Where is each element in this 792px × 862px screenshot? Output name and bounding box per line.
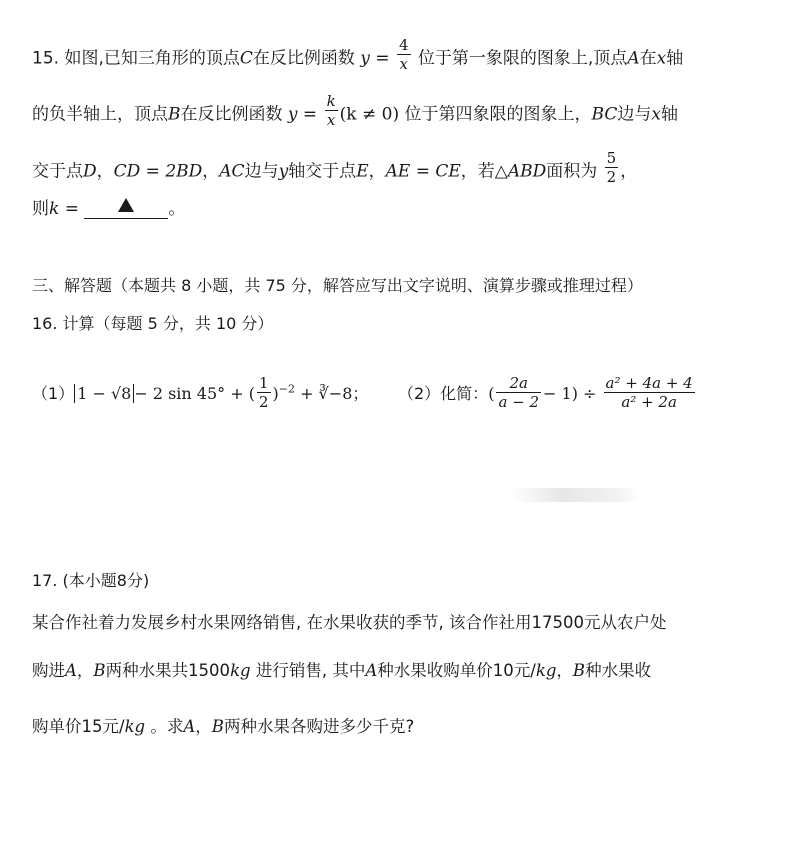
math-expression: − 2 sin 45° + ( [134,384,255,403]
q15-line-2 [32,92,678,133]
part-label: （2）化简： [398,384,489,403]
fraction-polynomial [604,374,695,411]
fruit-a: A [65,661,77,680]
q17-line-1: 某合作社着力发展乡村水果网络销售, 在水果收获的季节, 该合作社用17500元从农户处 [32,613,667,632]
fraction-denominator: 2 [258,393,269,411]
fraction-numerator: k [326,92,336,110]
q15-text: 边与 [244,161,279,182]
fruit-b: B [211,717,224,736]
q15-text: 在反比例函数 [180,104,283,125]
q17-text: 。求 [150,717,184,736]
point-d: D [83,161,97,182]
q17-line-2 [32,660,651,682]
q17-text: ， [76,661,94,680]
fraction-numerator: a² + 4a + 4 [605,374,693,392]
fraction-numerator: 1 [258,374,269,392]
fraction-denominator: x [399,55,408,73]
math-cd-eq: CD = 2BD [113,161,203,182]
q15-text: 如图,已知三角形的顶点 [64,48,240,69]
q17-text: 种水果收 [585,661,652,680]
math-x: x [651,104,661,125]
math-y-eq: y = [360,48,390,69]
point-b: B [168,104,181,125]
q15-line-3 [32,149,638,190]
fraction-denominator: a² + 2a [621,393,677,411]
q15-text: 。 [168,199,186,219]
unit-kg: kg [124,717,146,736]
point-e: E [356,161,369,182]
q15-text: 轴交于点 [288,161,357,182]
fruit-a: A [183,717,196,736]
q15-text: 在 [639,48,657,69]
q15-text: 面积为 [546,161,598,182]
q15-text: ， [202,161,220,182]
fraction-1-over-2 [257,374,271,411]
q16-text: ； [352,384,369,403]
unit-kg: kg [535,661,557,680]
fruit-b: B [93,661,106,680]
fraction-4-over-x [397,36,411,73]
q15-text: ， [368,161,386,182]
math-y: y [278,161,289,182]
math-abs: 1 − √8 [74,384,134,403]
math-k-condition: (k ≠ 0) [339,104,400,125]
q15-text: 位于第四象限的图象上， [404,104,592,125]
fraction-numerator: 4 [398,36,409,54]
q16-part2 [398,376,697,413]
math-exponent: −2 [278,382,295,396]
scan-smudge [510,488,640,502]
q16-title: 16. 计算（每题 5 分，共 10 分） [32,314,274,333]
segment-ac: AC [219,161,245,182]
q15-text: 边与 [617,104,652,125]
math-y-eq: y = [287,104,318,125]
segment-bc: BC [591,104,618,125]
math-k-eq: k = [49,199,79,219]
q15-text: ， [620,161,638,182]
triangle-abd: ABD [507,161,547,182]
q15-line-4 [32,198,185,221]
q17-text: ， [556,661,573,680]
q15-text: ， [96,161,114,182]
math-cube-root: + ∛−8 [300,384,353,403]
fraction-denominator: x [326,111,336,129]
fraction-5-over-2 [605,149,619,186]
part-label: （1） [32,384,75,403]
q17-text: 两种水果共1500 [105,661,231,680]
fraction-numerator: 2a [496,374,541,393]
fraction-denominator: a − 2 [498,393,540,411]
fruit-a: A [365,661,378,680]
triangle-marker-icon [118,198,134,212]
math-paren: ( [488,384,495,403]
q15-text: 交于点 [32,161,83,182]
q15-text: 则 [32,199,49,219]
point-a: A [627,48,640,69]
math-expression: − 1) ÷ [543,384,597,403]
q17-text: 购单价15元/ [32,717,125,736]
fraction-numerator: 5 [606,149,617,167]
unit-kg: kg [230,661,251,680]
math-ae-eq: AE = CE [385,161,461,182]
q15-text: 轴 [660,104,678,125]
point-c: C [239,48,253,69]
answer-blank[interactable] [84,196,168,219]
q16-part1 [32,376,368,413]
q15-text: 轴 [666,48,684,69]
q15-text: ，若△ [460,161,508,182]
q15-text: 的负半轴上，顶点 [32,104,168,125]
q15-line-1 [32,36,684,77]
q17-text: 购进 [32,661,65,680]
q15-number: 15. [32,48,60,69]
math-x: x [656,48,667,69]
q17-line-3 [32,716,414,738]
math-paren: ) [272,384,279,403]
q15-text: 位于第一象限的图象上,顶点 [417,48,628,69]
fraction-k-over-x [325,92,338,129]
fruit-b: B [572,661,586,680]
q17-text: 两种水果各购进多少千克? [223,717,415,736]
fraction-denominator: 2 [606,168,617,186]
q17-text: 进行销售, 其中 [255,661,366,680]
fraction-2a-over-a-minus-2 [496,374,541,411]
q17-text: 种水果收购单价10元/ [377,661,536,680]
q17-text: ， [195,717,212,736]
q15-text: 在反比例函数 [252,48,355,69]
section3-title: 三、解答题（本题共 8 小题，共 75 分，解答应写出文字说明、演算步骤或推理过程） [32,276,643,295]
q17-title: 17. (本小题8分) [32,571,150,590]
